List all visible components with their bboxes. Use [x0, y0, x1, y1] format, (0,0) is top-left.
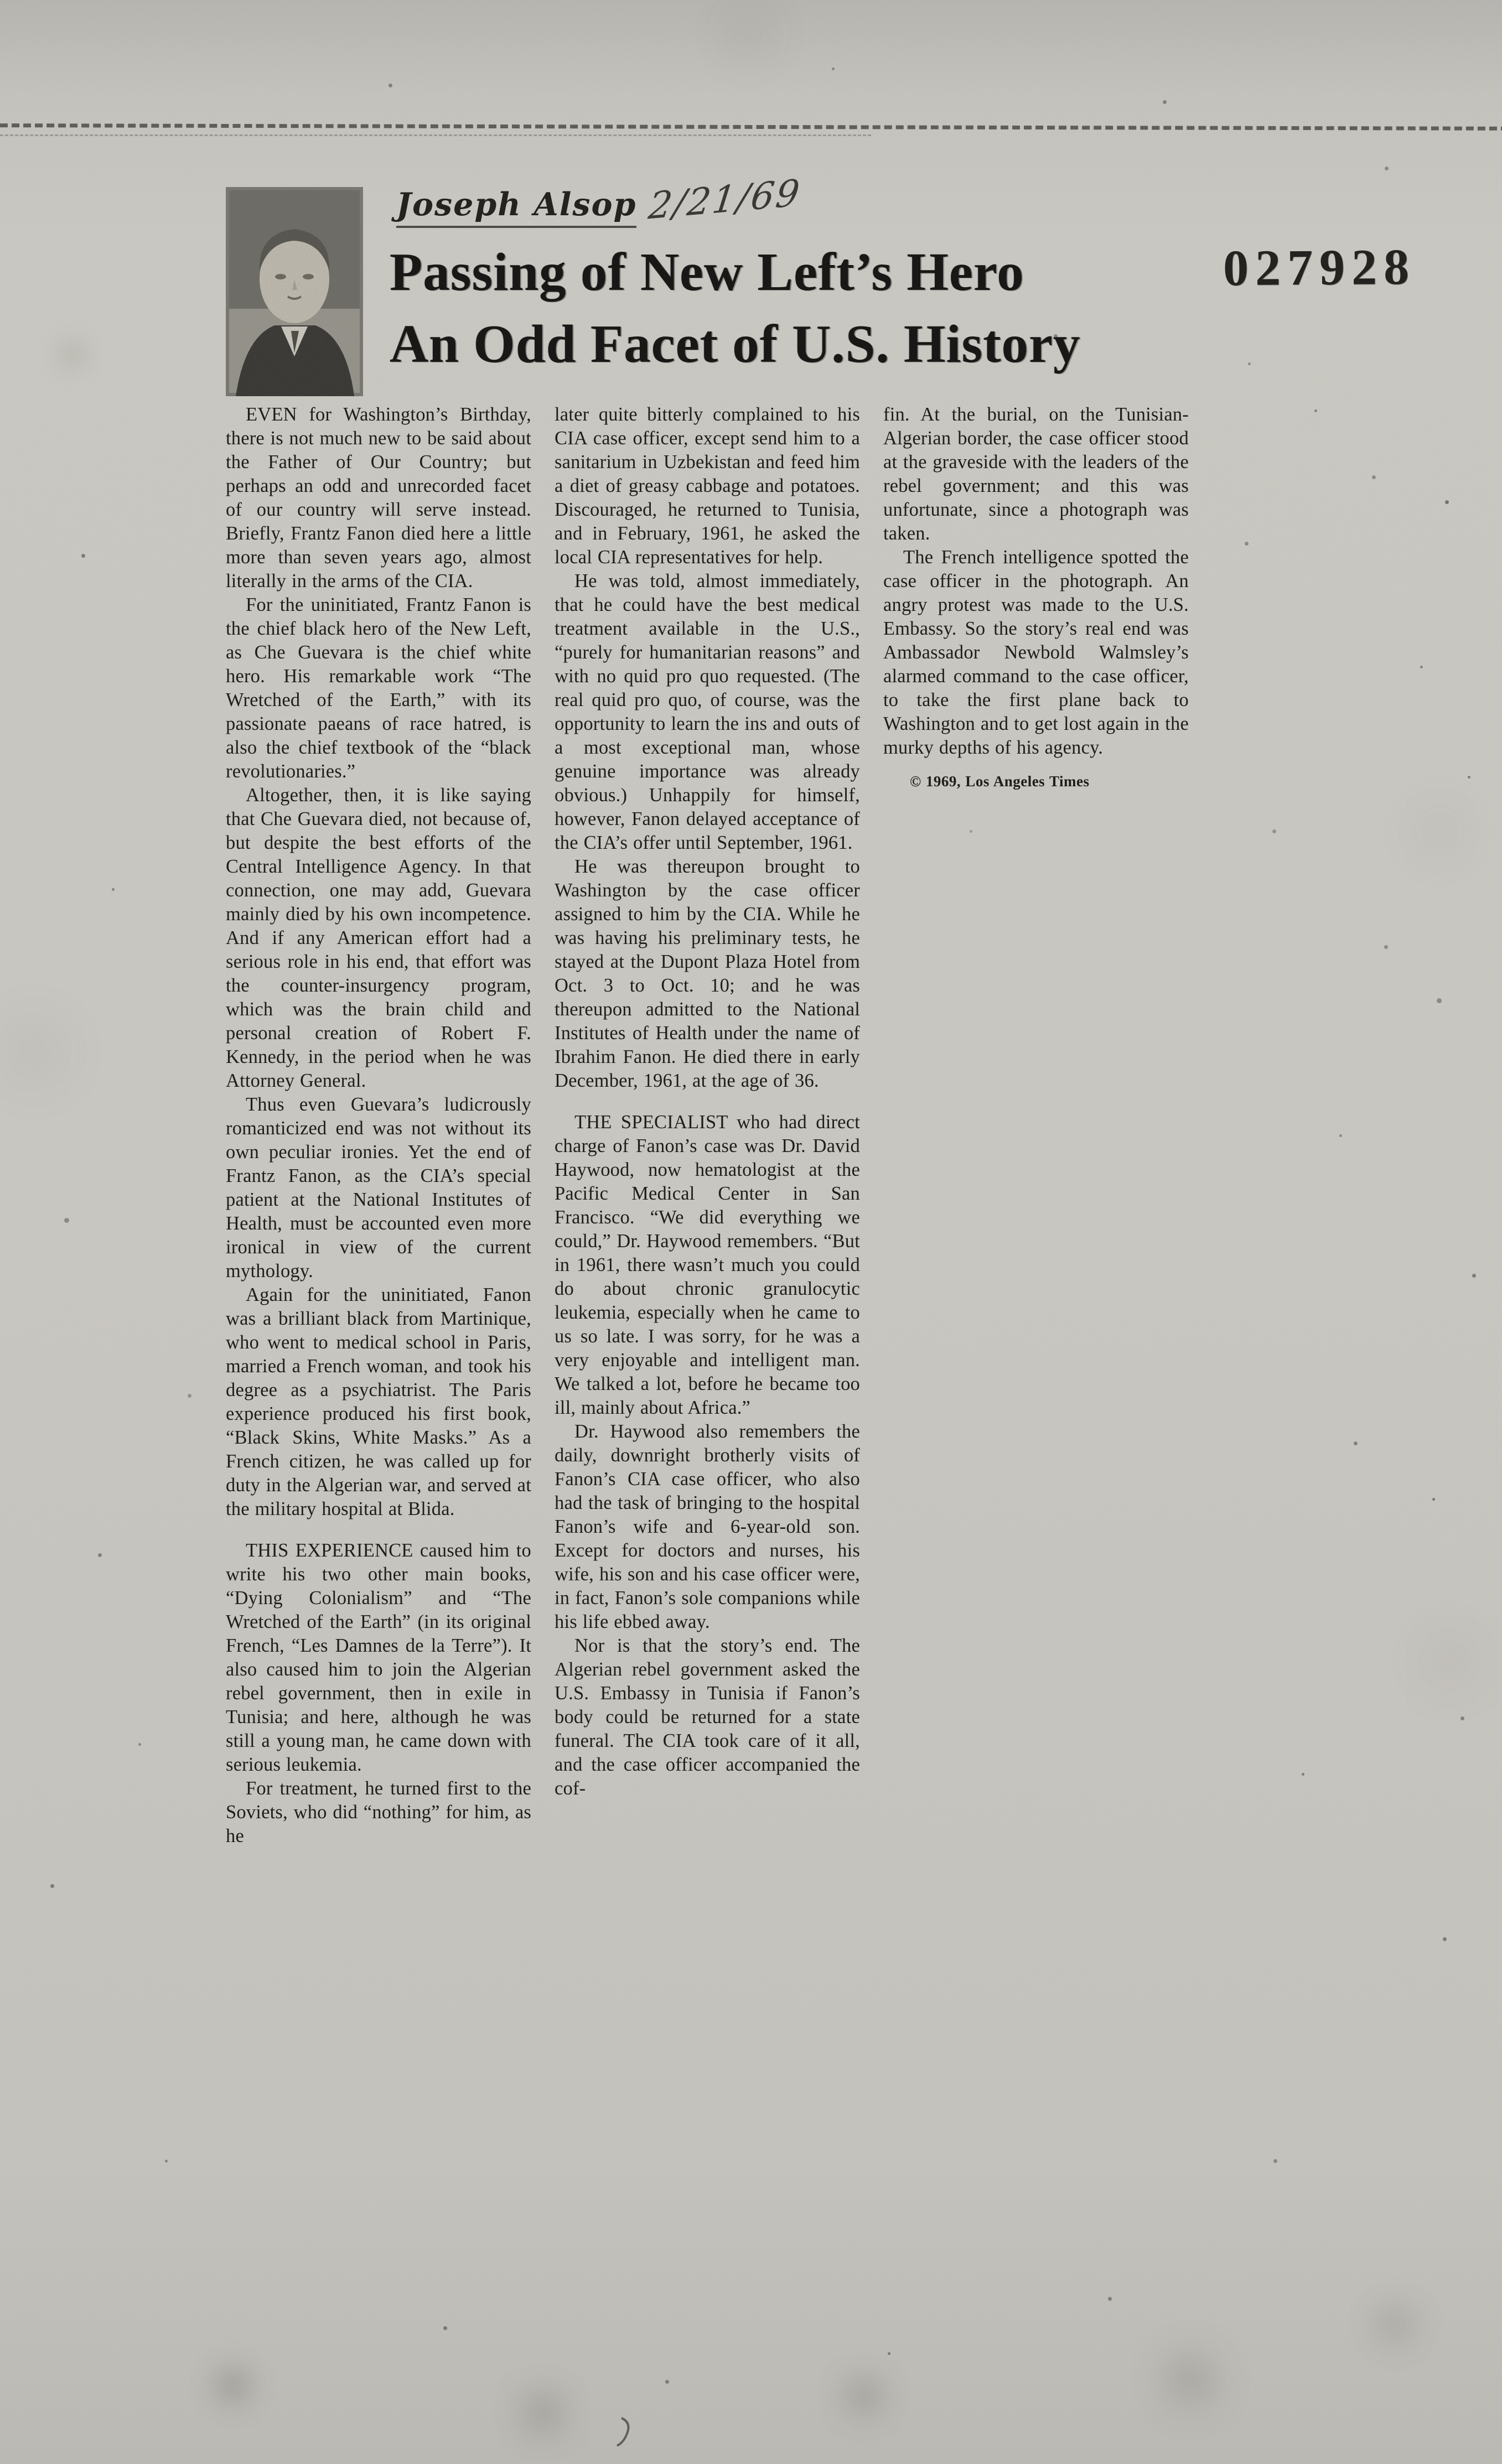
- article-paragraph: THIS EXPERIENCE caused him to write his two other main books, “Dying Colonialism” and “The Wretched of the Earth” (in its original French, “Les Damnes de la Terre”). It also caused him to join the Algerian rebel government, then in exile in Tunisia; and here, although he was still a young man, he came down with serious leukemia.: [226, 1540, 531, 1775]
- article-paragraph: Again for the uninitiated, Fanon was a brilliant black from Martinique, who went to medical school in Paris, married a French woman, and took his degree as a psychiatrist. The Paris experience produced his first book, “Black Skins, White Masks.” As a French citizen, he was called up for duty in the Algerian war, and served at the military hospital at Blida.: [226, 1284, 531, 1519]
- byline: Joseph Alsop: [396, 186, 636, 228]
- article-paragraph: For the uninitiated, Frantz Fanon is the chief black hero of the New Left, as Che Guevara is the chief white hero. His remarkable work “The Wretched of the Earth,” with its passionate paeans of race hatred, is also the chief textbook of the “black revolutionaries.”: [226, 594, 531, 782]
- article-paragraph: later quite bitterly complained to his CIA case officer, except send him to a sanitarium in Uzbekistan and feed him a diet of greasy cabbage and potatoes. Discouraged, he returned to Tunisia, and in February, 1961, he asked the local CIA representatives for help.: [555, 404, 860, 568]
- article-paragraph: Altogether, then, it is like saying that Che Guevara died, not because of, but despite the best efforts of the Central Intelligence Agency. In that connection, one may add, Guevara mainly died by his own incompetence. And if any American effort had a serious role in his end, that effort was the counter-insurgency program, which was the brain child and personal creation of Robert F. Kennedy, in the period when he was Attorney General.: [226, 785, 531, 1091]
- author-photo: [226, 187, 363, 396]
- article-paragraph: Nor is that the story’s end. The Algerian rebel government asked the U.S. Embassy in Tunisia if Fanon’s body could be returned for a state funeral. The CIA took care of it all, and the case officer accompanied the cof-: [555, 1635, 860, 1799]
- stamp-number: 027928: [1223, 238, 1416, 297]
- article-paragraph: He was thereupon brought to Washington by the case officer assigned to him by the CIA. While he was having his preliminary tests, he stayed at the Dupont Plaza Hotel from Oct. 3 to Oct. 10; and he was thereupon admitted to the National Institutes of Health under the name of Ibrahim Fanon. He died there in early December, 1961, at the age of 36.: [555, 856, 860, 1091]
- headline: Passing of New Left’s Hero: [390, 242, 1024, 302]
- article-column-2: [555, 403, 860, 1848]
- article-column-3: [883, 403, 1189, 1848]
- torn-edge-secondary: [0, 134, 871, 136]
- torn-edge: [0, 123, 1502, 131]
- article-paragraph: For treatment, he turned first to the Soviets, who did “nothing” for him, as he: [226, 1778, 531, 1846]
- article-body: [226, 403, 1201, 1848]
- article-column-1: [226, 403, 531, 1848]
- article-paragraph: Dr. Haywood also remembers the daily, downright brotherly visits of Fanon’s CIA case officer, who also had the task of bringing to the hospital Fanon’s wife and 6-year-old son. Except for doctors and nurses, his wife, his son and his case officer were, in fact, Fanon’s sole companions while his life ebbed away.: [555, 1421, 860, 1632]
- article-paragraph: The French intelligence spotted the case officer in the photograph. An angry protest was made to the U.S. Embassy. So the story’s real end was Ambassador Newbold Walmsley’s alarmed command to the case officer, to take the first plane back to Washington and to get lost again in the murky depths of his agency.: [883, 547, 1189, 758]
- paper-specks: [0, 0, 3, 3]
- article-paragraph: He was told, almost immediately, that he could have the best medical treatment available in the U.S., “purely for humanitarian reasons” and with no quid pro quo requested. (The real quid pro quo, of course, was the opportunity to learn the ins and outs of a most exceptional man, whose genuine importance was already obvious.) Unhappily for himself, however, Fanon delayed acceptance of the CIA’s offer until September, 1961.: [555, 570, 860, 853]
- article-paragraph: fin. At the burial, on the Tunisian-Algerian border, the case officer stood at the graveside with the leaders of the rebel government; and this was unfortunate, since a photograph was taken.: [883, 404, 1189, 544]
- pen-mark: [612, 2413, 645, 2451]
- article-paragraph: EVEN for Washington’s Birthday, there is not much new to be said about the Father of Our Country; but perhaps an odd and unrecorded facet of our country will serve instead. Briefly, Frantz Fanon died here a little more than seven years ago, almost literally in the arms of the CIA.: [226, 404, 531, 592]
- handwritten-date: 2/21/69: [646, 171, 804, 228]
- subheadline: An Odd Facet of U.S. History: [390, 314, 1081, 374]
- article-paragraph: Thus even Guevara’s ludicrously romanticized end was not without its own peculiar ironies. Yet the end of Frantz Fanon, as the CIA’s special patient at the National Institutes of Health, must be accounted even more ironical in view of the current mythology.: [226, 1094, 531, 1282]
- paper-blotches: [0, 0, 1, 1]
- article-paragraph: THE SPECIALIST who had direct charge of Fanon’s case was Dr. David Haywood, now hematologist at the Pacific Medical Center in San Francisco. “We did everything we could,” Dr. Haywood remembers. “But in 1961, there wasn’t much you could do about chronic granulocytic leukemia, especially when he came to us so late. I was sorry, for he was a very enjoyable and intelligent man. We talked a lot, before he became too ill, mainly about Africa.”: [555, 1112, 860, 1418]
- copyright-credit: © 1969, Los Angeles Times: [910, 773, 1090, 790]
